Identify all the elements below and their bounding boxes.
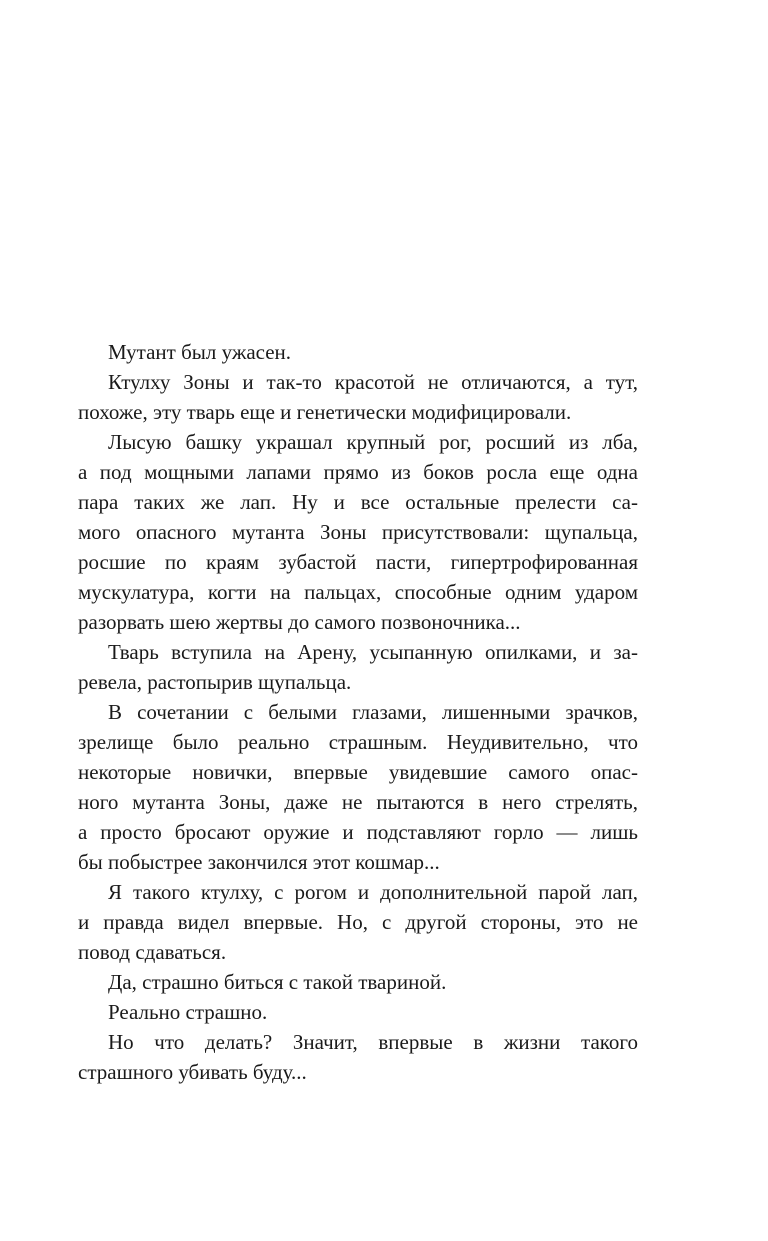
- text-line: В сочетании с белыми глазами, лишенными зрачков,: [108, 700, 638, 724]
- text-line: росшие по краям зубастой пасти, гипертрофированная: [78, 550, 638, 574]
- text-line: похоже, эту тварь еще и генетически модифицировали.: [78, 400, 572, 424]
- text-line: Но что делать? Значит, впервые в жизни такого: [108, 1030, 638, 1054]
- text-line: зрелище было реально страшным. Неудивительно, что: [78, 730, 638, 754]
- text-line: Реально страшно.: [108, 1000, 268, 1024]
- text-line: Я такого ктулху, с рогом и дополнительной парой лап,: [108, 880, 638, 904]
- text-line: мого опасного мутанта Зоны присутствовали: щупальца,: [78, 520, 638, 544]
- text-line: ного мутанта Зоны, даже не пытаются в него стрелять,: [78, 790, 638, 814]
- text-line: а под мощными лапами прямо из боков росла еще одна: [78, 460, 638, 484]
- text-line: Мутант был ужасен.: [108, 340, 292, 364]
- text-line: некоторые новички, впервые увидевшие самого опас-: [78, 760, 638, 784]
- text-line: Тварь вступила на Арену, усыпанную опилками, и за-: [108, 640, 638, 664]
- text-line: страшного убивать буду...: [78, 1060, 307, 1084]
- text-line: Да, страшно биться с такой твариной.: [108, 970, 447, 994]
- text-line: повод сдаваться.: [78, 940, 227, 964]
- text-line: Лысую башку украшал крупный рог, росший из лба,: [108, 430, 638, 454]
- text-line: Ктулху Зоны и так-то красотой не отличаются, а тут,: [108, 370, 638, 394]
- text-line: разорвать шею жертвы до самого позвоночника...: [78, 610, 521, 634]
- book-page-text: [78, 337, 638, 1087]
- text-line: пара таких же лап. Ну и все остальные прелести са-: [78, 490, 638, 514]
- text-line: и правда видел впервые. Но, с другой стороны, это не: [78, 910, 638, 934]
- text-line: ревела, растопырив щупальца.: [78, 670, 352, 694]
- text-line: бы побыстрее закончился этот кошмар...: [78, 850, 440, 874]
- text-line: а просто бросают оружие и подставляют горло — лишь: [78, 820, 638, 844]
- text-line: мускулатура, когти на пальцах, способные одним ударом: [78, 580, 638, 604]
